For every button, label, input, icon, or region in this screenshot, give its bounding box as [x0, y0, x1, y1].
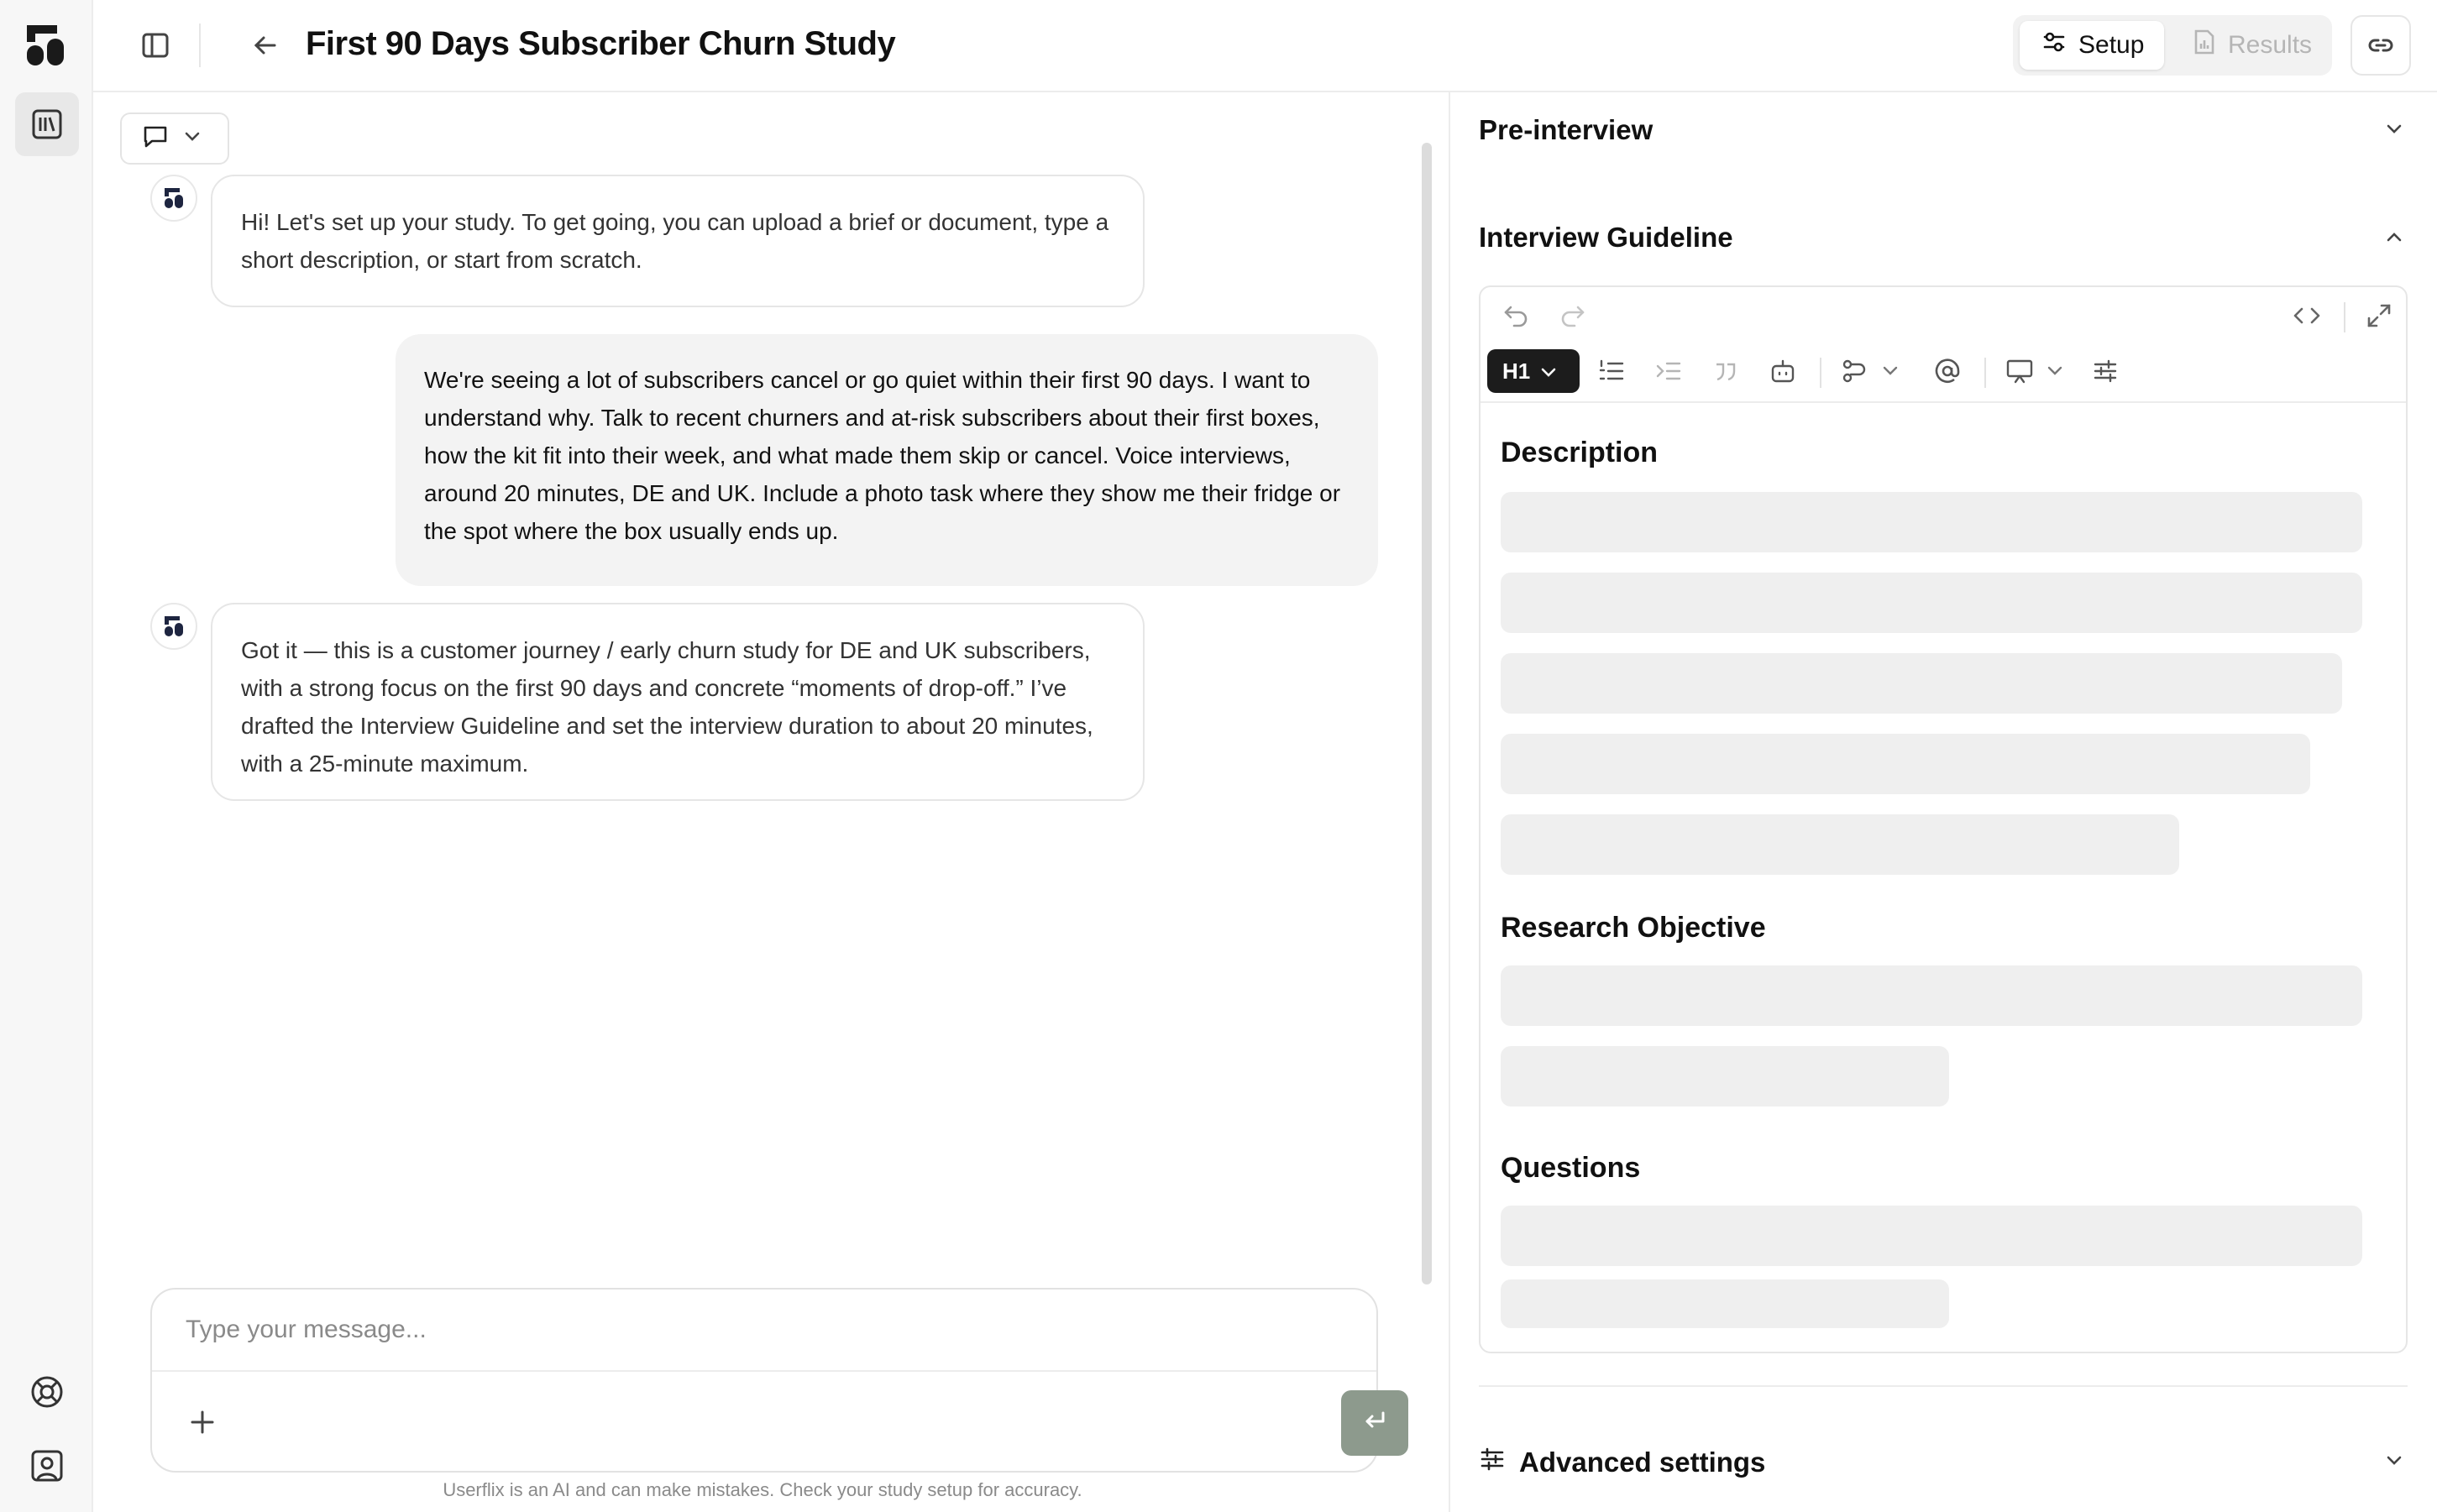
toggle-sidebar-icon[interactable] [139, 29, 172, 62]
editor-toolbar-format [1481, 343, 2406, 398]
tab-results-label: Results [2228, 31, 2313, 59]
assistant-message: Hi! Let's set up your study. To get going, you can upload a brief or document, type a short description, or start from scratch. [211, 175, 1145, 307]
loading-skeleton [1501, 814, 2179, 875]
interview-guideline-heading[interactable]: Interview Guideline [1479, 222, 1733, 253]
editor-toolbar-top [1481, 287, 2406, 343]
logic-branch-icon[interactable] [1840, 356, 1870, 386]
expand-icon[interactable] [2364, 301, 2394, 331]
chat-scrollbar[interactable] [1422, 143, 1432, 1284]
advanced-settings-label: Advanced settings [1519, 1447, 1766, 1478]
indent-icon[interactable] [1653, 356, 1684, 386]
top-header [93, 0, 2437, 92]
library-icon[interactable] [15, 92, 79, 156]
account-icon[interactable] [29, 1447, 66, 1484]
chevron-up-icon[interactable] [2382, 225, 2406, 249]
sliders-icon [2041, 29, 2067, 61]
loading-skeleton [1501, 734, 2310, 794]
assistant-avatar [150, 603, 197, 650]
page-title: First 90 Days Subscriber Churn Study [306, 25, 896, 62]
assistant-message: Got it — this is a customer journey / early churn study for DE and UK subscribers, with a strong focus on the first 90 days and concrete “moments of drop-off.” I’ve drafted the Interview Guideline and set the interview duration to about 20 minutes, with a 25-minute maximum. [211, 603, 1145, 801]
heading-style-dropdown[interactable] [1487, 349, 1580, 393]
heading-style-label: H1 [1502, 358, 1531, 384]
share-link-icon[interactable] [2351, 15, 2411, 76]
user-message: We're seeing a lot of subscribers cancel or go quiet within their first 90 days. I want to understand why. Talk to recent churners and at-risk subscribers about their first boxes, how the kit fit into their week, and what made them skip or cancel. Voice interviews, around 20 minutes, DE and UK. Include a photo task where they show me their fridge or the spot where the box usually ends up. [396, 334, 1378, 586]
section-heading-description: Description [1501, 437, 1659, 468]
message-composer [150, 1288, 1378, 1473]
chat-panel [93, 92, 1449, 1512]
section-divider [1479, 1385, 2408, 1387]
loading-skeleton [1501, 1206, 2362, 1266]
redo-icon[interactable] [1558, 301, 1588, 331]
back-arrow-icon[interactable] [249, 30, 280, 60]
numbered-list-icon[interactable] [1596, 356, 1627, 386]
loading-skeleton [1501, 573, 2362, 633]
mention-at-icon[interactable] [1932, 356, 1963, 386]
section-heading-questions: Questions [1501, 1152, 1641, 1184]
loading-skeleton [1501, 1046, 1949, 1107]
settings-sliders-icon [1479, 1446, 1506, 1479]
chevron-down-icon[interactable] [2382, 118, 2406, 141]
header-divider [199, 24, 201, 67]
speech-bubble-icon [142, 124, 169, 154]
chat-mode-dropdown[interactable] [120, 112, 229, 165]
settings-sliders-icon[interactable] [2090, 356, 2120, 386]
chevron-down-icon [184, 131, 201, 147]
view-switcher [2013, 15, 2332, 76]
chevron-down-icon[interactable] [1875, 356, 1905, 386]
section-heading-research-objective: Research Objective [1501, 912, 1766, 944]
loading-skeleton [1501, 965, 2362, 1026]
chevron-down-icon[interactable] [2382, 1449, 2406, 1473]
tab-results[interactable] [2178, 21, 2325, 70]
app-rail [0, 0, 93, 1512]
toolbar-separator [1984, 358, 1986, 388]
help-icon[interactable] [29, 1373, 66, 1410]
tab-setup-label: Setup [2078, 31, 2145, 59]
loading-skeleton [1501, 492, 2362, 552]
tab-setup[interactable] [2020, 21, 2164, 70]
guideline-editor [1479, 285, 2408, 1353]
study-setup-panel [1449, 92, 2437, 1512]
toolbar-separator [1820, 358, 1821, 388]
assistant-avatar [150, 175, 197, 222]
send-button[interactable] [1341, 1390, 1408, 1456]
chevron-down-icon [1540, 358, 1557, 385]
userflix-logo[interactable] [24, 22, 67, 69]
quote-icon[interactable] [1711, 356, 1741, 386]
attach-plus-icon[interactable] [187, 1407, 217, 1437]
code-view-icon[interactable] [2292, 301, 2322, 331]
ai-disclaimer: Userflix is an AI and can make mistakes. Check your study setup for accuracy. [443, 1479, 1082, 1500]
chevron-down-icon[interactable] [2040, 356, 2070, 386]
report-icon [2193, 29, 2216, 62]
presentation-icon[interactable] [2005, 356, 2035, 386]
undo-icon[interactable] [1501, 301, 1531, 331]
pre-interview-heading[interactable]: Pre-interview [1479, 114, 1653, 145]
toolbar-separator [2344, 302, 2345, 332]
message-input[interactable] [152, 1290, 1376, 1372]
advanced-settings-toggle[interactable] [1479, 1446, 1765, 1479]
ai-bot-icon[interactable] [1768, 356, 1798, 386]
loading-skeleton [1501, 653, 2342, 714]
enter-arrow-icon [1362, 1410, 1387, 1437]
loading-skeleton [1501, 1279, 1949, 1328]
toolbar-border [1481, 401, 2406, 403]
